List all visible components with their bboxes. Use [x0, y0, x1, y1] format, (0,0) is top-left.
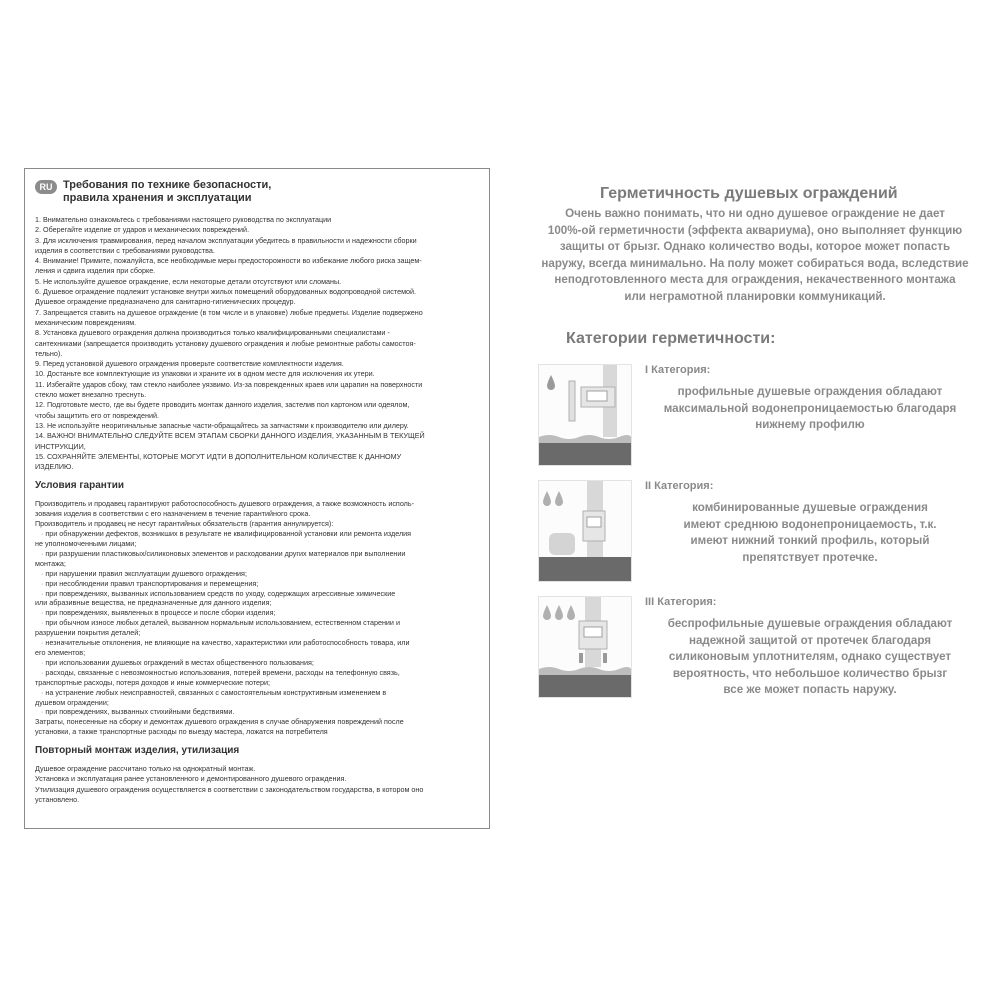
- tightness-intro: [520, 206, 990, 306]
- category-desc-line: силиконовым уплотнителям, однако существует: [668, 650, 952, 663]
- rule-line: ИНСТРУКЦИИ,: [35, 441, 86, 451]
- reinstall-line: Душевое ограждение рассчитано только на однократный монтаж.: [35, 764, 256, 774]
- warranty-heading: Условия гарантии: [35, 480, 125, 492]
- category-3-name: III Категория:: [645, 596, 717, 608]
- reinstall-list: [35, 764, 479, 805]
- category-3-illustration: [538, 596, 632, 698]
- drop-icon: [567, 605, 575, 620]
- warranty-line: · при повреждениях, вызванных стихийными бедствиями.: [35, 707, 479, 717]
- warranty-line: · при несоблюдении правил транспортирования и перемещения;: [35, 579, 479, 589]
- warranty-line: транспортные расходы, потеря доходов и иные коммерческие потери;: [35, 677, 271, 687]
- warranty-line: · при разрушении пластиковых/силиконовых элементов и расходовании других материалов при выполнении: [35, 549, 479, 559]
- category-2-desc: [645, 500, 975, 566]
- rule-line: 6. Душевое ограждение подлежит установке внутри жилых помещений оборудованных водопроводной системой.: [35, 287, 417, 297]
- warranty-line: Затраты, понесенные на сборку и демонтаж душевого ограждения в случае обнаружения повреждений после: [35, 717, 404, 727]
- rule-line: 2. Оберегайте изделие от ударов и механических повреждений.: [35, 225, 250, 235]
- rule-line: 9. Перед установкой душевого ограждения проверьте соответствие комплектности изделия.: [35, 359, 344, 369]
- intro-line: или неграмотной планировки коммуникаций.: [624, 289, 886, 303]
- category-desc-line: препятствует протечке.: [742, 550, 878, 564]
- warranty-line: или абразивные вещества, не предназначенные для данного изделия;: [35, 598, 272, 608]
- warranty-line: · при повреждениях, вызванных использованием средств по уходу, содержащих агрессивные химические: [35, 589, 479, 599]
- reinstall-line: Установка и эксплуатация ранее установленного и демонтированного душевого ограждения.: [35, 774, 347, 784]
- rule-line: 3. Для исключения травмирования, перед началом эксплуатации убедитесь в правильности и надежности сборки: [35, 235, 417, 245]
- language-badge: RU: [35, 180, 57, 194]
- rule-line: сантехниками (запрещается производить установку душевого ограждения и любые ремонтные работы самостоя-: [35, 338, 416, 348]
- rule-line: 8. Установка душевого ограждения должна производиться только квалифицированными специалистами -: [35, 328, 390, 338]
- intro-line: Очень важно понимать, что ни одно душевое ограждение не дает: [565, 207, 945, 220]
- warranty-line: установки, а также транспортные расходы по выезду мастера, ложатся на потребителя: [35, 727, 328, 737]
- safety-instructions-panel: [24, 168, 490, 829]
- warranty-line: · на устранение любых неисправностей, связанных с самостоятельным конструктивным изменением в: [35, 688, 479, 698]
- warranty-line: · расходы, связанные с невозможностью использования, потерей времени, расходы на телефонную связь,: [35, 668, 479, 678]
- category-1-name: I Категория:: [645, 364, 711, 376]
- drop-icon: [543, 491, 551, 506]
- rule-line: изделия в соответствии с требованиями руководства.: [35, 245, 215, 255]
- rule-line: 7. Запрещается ставить на душевое ограждение (в том числе и в упаковке) любые предметы. Изделие подвержено: [35, 307, 423, 317]
- category-desc-line: максимальной водонепроницаемостью благодаря: [663, 401, 957, 415]
- rule-line: Душевое ограждение предназначено для санитарно-гигиенических процедур.: [35, 297, 296, 307]
- category-desc-line: имеют нижний тонкий профиль, который: [690, 534, 930, 547]
- warranty-line: · при обнаружении дефектов, возникших в результате не квалифицированной установки или ремонта изделия: [35, 529, 479, 539]
- warranty-line: разрушении покрытия деталей;: [35, 628, 141, 638]
- intro-line: наружу, всегда минимально. На полу может собираться вода, вследствие: [541, 256, 969, 270]
- rule-line: 13. Не используйте неоригинальные запасные части-обращайтесь за запчастями к производителю или дилеру.: [35, 420, 409, 430]
- rule-line: 1. Внимательно ознакомьтесь с требованиями настоящего руководства по эксплуатации: [35, 215, 332, 224]
- warranty-line: · незначительные отклонения, не влияющие на качество, характеристики или работоспособность товара, или: [35, 638, 479, 648]
- drop-icon: [555, 491, 563, 506]
- warranty-line: Производитель и продавец гарантируют работоспособность душевого ограждения, а также возможность исполь-: [35, 499, 414, 509]
- panel-header: [35, 179, 479, 205]
- rule-line: 5. Не используйте душевое ограждение, если некоторые детали отсутствуют или сломаны.: [35, 276, 342, 286]
- warranty-line: зования изделия в соответствии с его назначением в течение гарантийного срока.: [35, 509, 311, 519]
- category-desc-line: профильные душевые ограждения обладают: [677, 385, 943, 398]
- safety-rules-list: [35, 215, 479, 472]
- rule-line: механическим повреждениям.: [35, 317, 137, 327]
- drop-icon: [547, 375, 555, 390]
- category-desc-line: вероятность, что небольшое количество брызг: [672, 666, 948, 680]
- rule-line: 14. ВАЖНО! ВНИМАТЕЛЬНО СЛЕДУЙТЕ ВСЕМ ЭТАПАМ СБОРКИ ДАННОГО ИЗДЕЛИЯ, УКАЗАННЫМ В ТЕКУЩЕЙ: [35, 431, 425, 441]
- categories-title: Категории герметичности:: [566, 330, 776, 347]
- rule-line: 15. СОХРАНЯЙТЕ ЭЛЕМЕНТЫ, КОТОРЫЕ МОГУТ ИДТИ В ДОПОЛНИТЕЛЬНОМ КОЛИЧЕСТВЕ К ДАННОМУ: [35, 451, 402, 461]
- panel-heading: Требования по технике безопасности, правила хранения и эксплуатации: [63, 179, 272, 204]
- category-desc-line: все же может попасть наружу.: [723, 683, 897, 696]
- warranty-line: · при использовании душевых ограждений в местах общественного пользования;: [35, 658, 479, 668]
- warranty-line: не уполномоченными лицами;: [35, 539, 137, 549]
- warranty-line: · при нарушении правил эксплуатации душевого ограждения;: [35, 569, 479, 579]
- rule-line: тельно).: [35, 348, 63, 358]
- drop-icon: [543, 605, 551, 620]
- warranty-line: его элементов;: [35, 648, 86, 658]
- rule-line: 12. Подготовьте место, где вы будете проводить монтаж данного изделия, застелив пол картоном или одеялом,: [35, 400, 410, 410]
- drop-icon: [555, 605, 563, 620]
- category-desc-line: беспрофильные душевые ограждения обладают: [667, 617, 953, 630]
- warranty-list: [35, 499, 479, 737]
- rule-line: 11. Избегайте ударов сбоку, там стекло наиболее уязвимо. Из-за поврежденных краев или царапин на поверхности: [35, 379, 423, 389]
- reinstall-line: установлено.: [35, 795, 80, 805]
- reinstall-line: Утилизация душевого ограждения осуществляется в соответствии с законодательством государства, в котором оно: [35, 784, 424, 794]
- rule-line: чтобы защитить его от повреждений.: [35, 410, 159, 420]
- category-2-illustration: [538, 480, 632, 582]
- warranty-line: душевом ограждении;: [35, 697, 109, 707]
- category-1-illustration: [538, 364, 632, 466]
- warranty-line: · при повреждениях, выявленных в процессе и после сборки изделия;: [35, 608, 479, 618]
- rule-line: ления и сдвига изделия при сборке.: [35, 266, 156, 276]
- intro-line: защиты от брызг. Однако количество воды, которое может попасть: [559, 240, 951, 254]
- category-desc-line: надежной защитой от протечек благодаря: [688, 633, 932, 647]
- rule-line: 4. Внимание! Примите, пожалуйста, все необходимые меры предосторожности во избежание любого риска защем-: [35, 256, 422, 266]
- rule-line: ИЗДЕЛИЮ.: [35, 462, 74, 472]
- rule-line: 10. Достаньте все комплектующие из упаковки и храните их в одном месте для исключения их утери.: [35, 369, 375, 379]
- category-desc-line: нижнему профилю: [755, 418, 865, 431]
- warranty-line: монтажа;: [35, 558, 66, 568]
- warranty-line: · при обычном износе любых деталей, вызванном нормальным использованием, естественном старении и: [35, 618, 479, 628]
- tightness-title: Герметичность душевых ограждений: [600, 185, 898, 202]
- category-3-desc: [645, 616, 975, 699]
- category-desc-line: комбинированные душевые ограждения: [692, 501, 928, 514]
- warranty-line: Производитель и продавец не несут гарантийных обязательств (гарантия аннулируется):: [35, 519, 334, 529]
- intro-line: неподготовленного места для ограждения, некачественного монтажа: [554, 273, 956, 287]
- rule-line: стекло может внезапно треснуть.: [35, 390, 147, 400]
- category-2-name: II Категория:: [645, 480, 714, 492]
- intro-line: 100%-ой герметичности (эффекта аквариума), оно выполняет функцию: [547, 223, 963, 237]
- category-desc-line: имеют среднюю водонепроницаемость, т.к.: [683, 517, 937, 531]
- category-1-desc: [645, 384, 975, 434]
- reinstall-heading: Повторный монтаж изделия, утилизация: [35, 745, 240, 757]
